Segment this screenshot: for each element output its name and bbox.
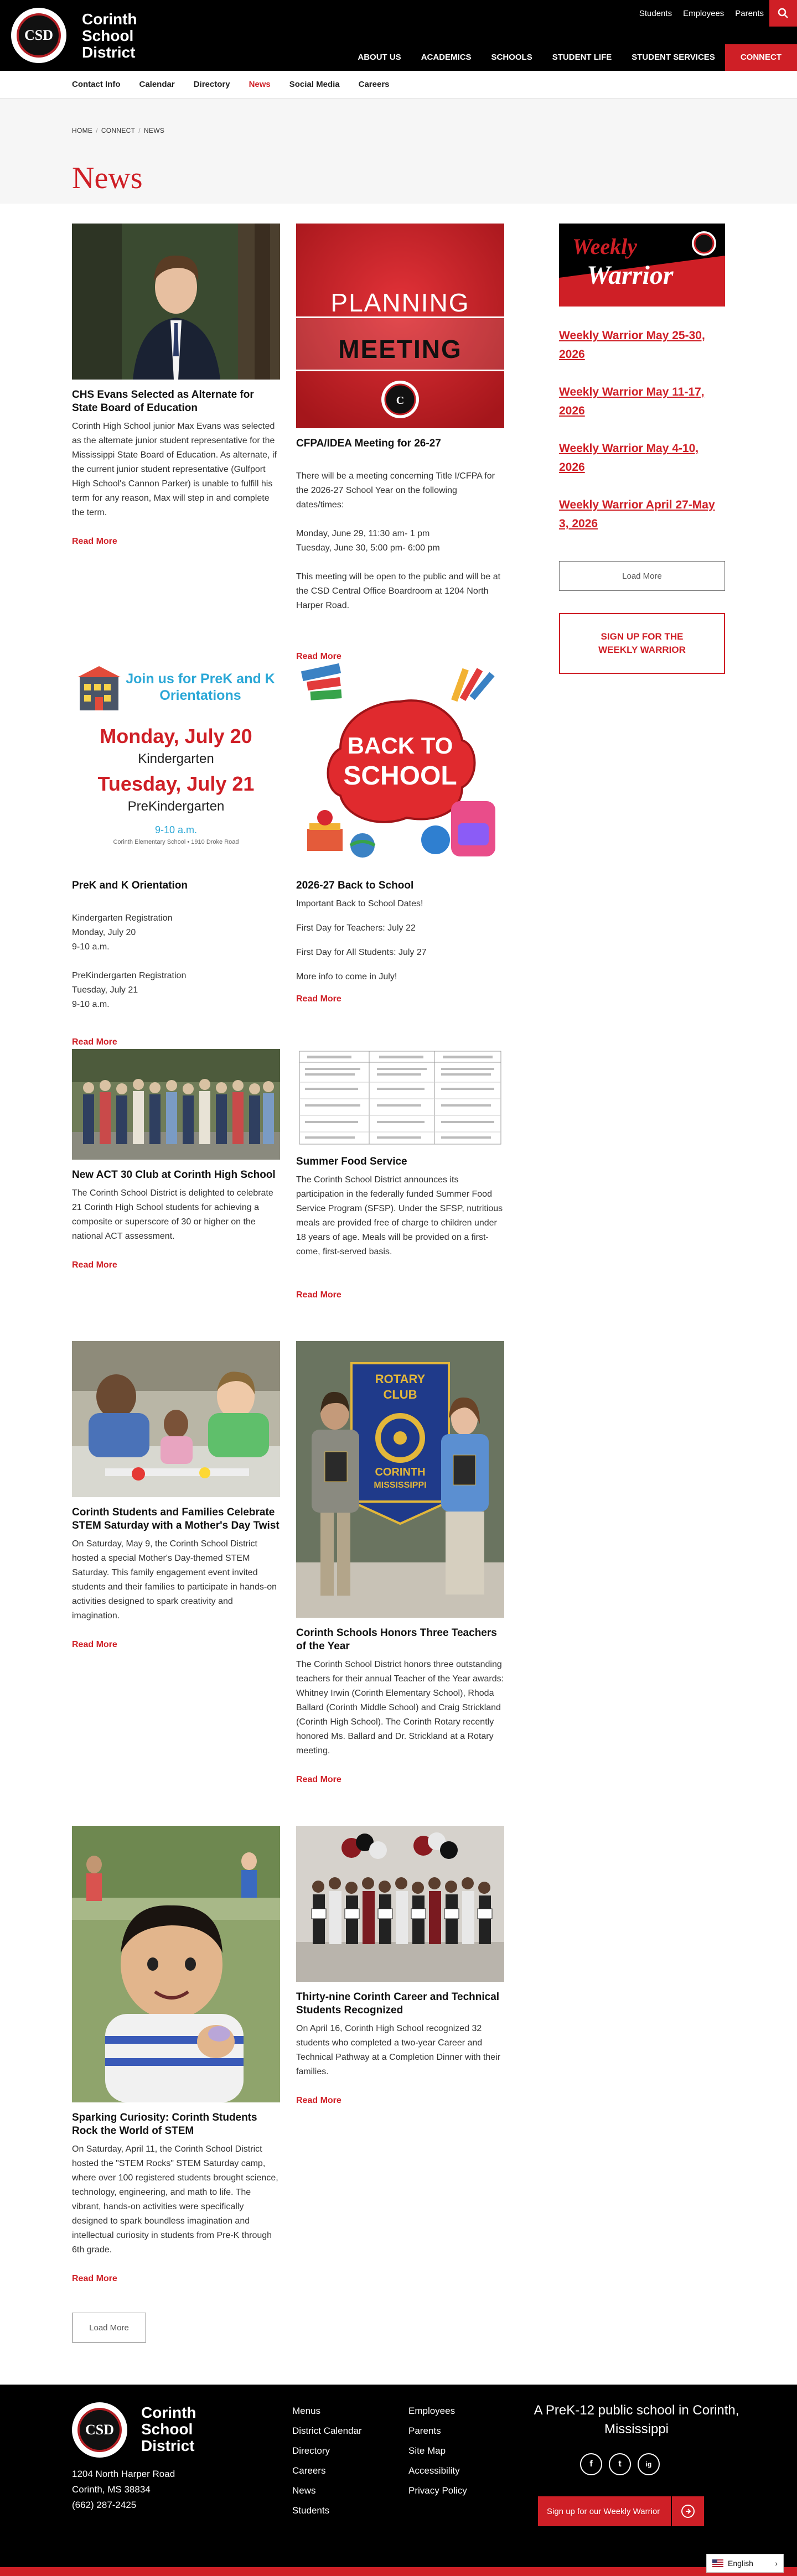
article-title[interactable]: Sparking Curiosity: Corinth Students Rock the World of STEM <box>72 2112 257 2137</box>
image-text-club: CLUB <box>383 1388 417 1401</box>
image-text-rotary: ROTARY <box>375 1372 426 1386</box>
article-excerpt <box>72 2142 280 2257</box>
excerpt-paragraph: The Corinth School District announces its participation in the federally funded Summer Food Service Program (SFSP). Under the SFSP, nutritious meals are provided free of charge to children under 18 years of age. Meals will be provided on a first-come, first-served basis. <box>296 1175 503 1256</box>
excerpt-paragraph: Important Back to School Dates! <box>296 899 423 908</box>
article-title[interactable]: 2026-27 Back to School <box>296 880 414 891</box>
read-more-link[interactable]: Read More <box>296 1775 341 1784</box>
excerpt-paragraph: The Corinth School District is delighted to celebrate 21 Corinth High School students for achieving a composite or superscore of 30 or higher on the national ACT assessment. <box>72 1188 273 1241</box>
image-text-meeting: MEETING <box>338 335 462 363</box>
footer-link-privacy-policy[interactable]: Privacy Policy <box>408 2485 467 2496</box>
read-more-link[interactable]: Read More <box>72 2274 117 2283</box>
footer-links-col-2 <box>408 2401 467 2501</box>
weekly-warrior-link[interactable]: Weekly Warrior May 4-10, 2026 <box>559 442 699 474</box>
weekly-warrior-link[interactable]: Weekly Warrior April 27-May 3, 2026 <box>559 498 715 530</box>
logo-mark: CSD <box>17 13 61 58</box>
article-title[interactable]: Corinth Students and Families Celebrate STEM Saturday with a Mother's Day Twist <box>72 1507 280 1531</box>
footer-link-menus[interactable]: Menus <box>292 2406 321 2416</box>
facebook-icon[interactable]: f <box>580 2453 602 2475</box>
nav-about-us[interactable]: ABOUT US <box>358 53 401 62</box>
article-title[interactable]: PreK and K Orientation <box>72 880 188 891</box>
excerpt-paragraph: This meeting will be open to the public and will be at the CSD Central Office Boardroom at 1204 North Harper Road. <box>296 572 501 610</box>
read-more-link[interactable]: Read More <box>72 1640 117 1649</box>
image-text-heading: Join us for PreK and K Orientations <box>126 671 275 703</box>
breadcrumb: HOME / CONNECT / NEWS <box>72 127 165 134</box>
search-button[interactable] <box>769 0 797 27</box>
image-text-label-2: PreKindergarten <box>127 799 225 814</box>
subnav-social-media[interactable]: Social Media <box>289 80 340 89</box>
footer-logo-mark: CSD <box>77 2408 122 2452</box>
site-header <box>0 0 797 71</box>
footer-link-district-calendar[interactable]: District Calendar <box>292 2426 362 2436</box>
svg-text:C: C <box>396 394 405 407</box>
footer-red-bar <box>0 2567 797 2576</box>
news-card <box>296 663 504 1004</box>
article-excerpt <box>296 455 504 627</box>
weekly-warrior-logo-word-1: Weekly <box>572 234 637 259</box>
image-text-back-to: BACK TO <box>347 733 453 759</box>
article-excerpt <box>72 1186 280 1244</box>
article-excerpt <box>72 1537 280 1623</box>
nav-schools[interactable]: SCHOOLS <box>491 53 532 62</box>
news-card <box>296 1341 504 1785</box>
excerpt-paragraph: Monday, June 29, 11:30 am- 1 pm Tuesday, June 30, 5:00 pm- 6:00 pm <box>296 529 440 553</box>
article-image[interactable] <box>72 663 280 870</box>
excerpt-paragraph: First Day for Teachers: July 22 <box>296 923 416 933</box>
breadcrumb-home[interactable]: HOME <box>72 127 93 134</box>
weekly-warrior-logo-word-2: Warrior <box>587 261 674 290</box>
footer-link-news[interactable]: News <box>292 2485 316 2496</box>
arrow-right-icon <box>671 2496 704 2526</box>
footer-link-students[interactable]: Students <box>292 2505 330 2516</box>
weekly-warrior-link[interactable]: Weekly Warrior May 25-30, 2026 <box>559 329 705 361</box>
district-name[interactable]: Corinth School District <box>82 11 137 61</box>
news-card <box>72 224 280 547</box>
footer-phone[interactable]: (662) 287-2425 <box>72 2500 137 2510</box>
utility-link-parents[interactable]: Parents <box>735 9 764 18</box>
footer-social <box>580 2453 660 2475</box>
article-image[interactable] <box>296 1826 504 1982</box>
utility-link-employees[interactable]: Employees <box>683 9 724 18</box>
excerpt-paragraph: First Day for All Students: July 27 <box>296 948 427 957</box>
news-card <box>296 1049 504 1300</box>
language-label: English <box>728 2559 753 2568</box>
image-text-date-2: Tuesday, July 21 <box>97 772 255 795</box>
article-title[interactable]: Thirty-nine Corinth Career and Technical Students Recognized <box>296 1991 500 2016</box>
footer-link-directory[interactable]: Directory <box>292 2445 330 2456</box>
article-excerpt <box>296 1658 504 1758</box>
excerpt-paragraph: The Corinth School District honors three outstanding teachers for their annual Teacher of the Year awards: Whitney Irwin (Corinth Elementary School), Rhoda Ballard (Corinth Middle School) and Craig Strickland (Corinth High School). The Corinth Rotary recently honored Ms. Ballard and Dr. Strickland at a Rotary meeting. <box>296 1660 504 1756</box>
article-image[interactable] <box>72 1826 280 2102</box>
district-logo[interactable] <box>11 8 66 63</box>
footer-signup-label: Sign up for our Weekly Warrior <box>547 2506 660 2516</box>
read-more-link[interactable]: Read More <box>296 994 341 1004</box>
footer-links-col-1 <box>292 2401 362 2521</box>
subnav-contact-info[interactable]: Contact Info <box>72 80 121 89</box>
nav-student-services[interactable]: STUDENT SERVICES <box>632 53 715 62</box>
excerpt-paragraph: On April 16, Corinth High School recognized 32 students who completed a two-year Career and Technical Pathway at a Completion Dinner with their families. <box>296 2024 501 2076</box>
news-card <box>296 1826 504 2106</box>
news-card <box>72 1049 280 1270</box>
article-title[interactable]: New ACT 30 Club at Corinth High School <box>72 1169 276 1181</box>
read-more-link[interactable]: Read More <box>72 1037 117 1047</box>
utility-link-students[interactable]: Students <box>639 9 672 18</box>
read-more-link[interactable]: Read More <box>72 537 117 546</box>
excerpt-paragraph: On Saturday, May 9, the Corinth School District hosted a special Mother's Day-themed STEM Saturday. This family engagement event invited students and their families to participate in hands-on activities designed to spark creativity and imagination. <box>72 1539 277 1621</box>
nav-academics[interactable]: ACADEMICS <box>421 53 472 62</box>
excerpt-paragraph: PreKindergarten Registration Tuesday, July 21 9-10 a.m. <box>72 971 187 1009</box>
news-card <box>72 1826 280 2284</box>
image-text-date-1: Monday, July 20 <box>100 725 252 747</box>
weekly-warrior-sidebar <box>559 224 725 674</box>
news-card <box>72 1341 280 1650</box>
footer-street: 1204 North Harper Road <box>72 2469 175 2479</box>
article-image[interactable] <box>296 1341 504 1618</box>
read-more-link[interactable]: Read More <box>296 2096 341 2105</box>
image-text-label-1: Kindergarten <box>138 751 214 766</box>
image-text-mississippi: MISSISSIPPI <box>374 1481 427 1490</box>
footer-link-parents[interactable]: Parents <box>408 2426 441 2436</box>
read-more-link[interactable]: Read More <box>296 1290 341 1300</box>
main-nav <box>348 44 797 71</box>
article-title[interactable]: CFPA/IDEA Meeting for 26-27 <box>296 438 441 449</box>
article-image[interactable] <box>72 1049 280 1160</box>
language-selector[interactable] <box>706 2554 784 2573</box>
article-image[interactable] <box>72 224 280 380</box>
read-more-link[interactable]: Read More <box>296 652 341 661</box>
image-text-corinth: CORINTH <box>375 1466 426 1478</box>
excerpt-paragraph: More info to come in July! <box>296 972 397 981</box>
article-image[interactable] <box>296 663 504 870</box>
article-excerpt <box>72 419 280 520</box>
utility-nav <box>639 6 764 22</box>
chevron-right-icon: › <box>775 2559 778 2568</box>
article-excerpt <box>296 1173 504 1259</box>
image-text-school: SCHOOL <box>343 761 457 791</box>
excerpt-paragraph: Corinth High School junior Max Evans was selected as the alternate junior student representative for the Mississippi State Board of Education. As alternate, if the current junior student representative (Gulfport High School's Cannon Parker) is unable to fulfill his term for any reason, Max will step in and complete the term. <box>72 422 277 517</box>
excerpt-paragraph: Kindergarten Registration Monday, July 20 9-10 a.m. <box>72 913 173 952</box>
subnav-news[interactable]: News <box>249 80 271 89</box>
site-footer <box>0 2385 797 2576</box>
footer-city: Corinth, MS 38834 <box>72 2484 151 2495</box>
image-text-time: 9-10 a.m. <box>154 824 198 835</box>
article-image[interactable] <box>296 224 504 428</box>
weekly-warrior-logo[interactable] <box>559 224 725 307</box>
article-title[interactable]: Summer Food Service <box>296 1156 407 1167</box>
subnav-calendar[interactable]: Calendar <box>139 80 175 89</box>
article-image[interactable] <box>72 1341 280 1497</box>
page-title: News <box>72 161 143 195</box>
weekly-warrior-signup-button[interactable]: SIGN UP FOR THE WEEKLY WARRIOR <box>559 613 725 674</box>
footer-weekly-warrior-signup[interactable] <box>538 2496 704 2526</box>
footer-link-careers[interactable]: Careers <box>292 2465 326 2476</box>
breadcrumb-connect[interactable]: CONNECT <box>101 127 136 134</box>
read-more-link[interactable]: Read More <box>72 1260 117 1270</box>
image-text-location: Corinth Elementary School • 1910 Droke Road <box>113 839 239 845</box>
section-subnav <box>0 71 797 98</box>
article-title[interactable]: CHS Evans Selected as Alternate for State Board of Education <box>72 389 254 414</box>
article-excerpt <box>296 897 504 984</box>
excerpt-paragraph: On Saturday, April 11, the Corinth School District hosted the "STEM Rocks" STEM Saturday camp, where over 100 registered students brought science, technology, engineering, and math to life. The vibrant, hands-on activities were specifically designed to spark boundless imagination and intellectual curiosity in students from Pre-K through 6th grade. <box>72 2144 278 2255</box>
twitter-icon[interactable]: t <box>609 2453 631 2475</box>
weekly-warrior-link[interactable]: Weekly Warrior May 11-17, 2026 <box>559 386 705 417</box>
news-card <box>296 224 504 662</box>
footer-district-logo[interactable] <box>72 2402 127 2458</box>
us-flag-icon <box>712 2559 723 2567</box>
footer-link-employees[interactable]: Employees <box>408 2406 456 2416</box>
news-card <box>72 663 280 1047</box>
nav-connect[interactable]: CONNECT <box>725 44 797 71</box>
footer-tagline: A PreK-12 public school in Corinth, Mississippi <box>534 2403 739 2437</box>
subnav-directory[interactable]: Directory <box>193 80 230 89</box>
subnav-careers[interactable]: Careers <box>358 80 390 89</box>
article-title[interactable]: Corinth Schools Honors Three Teachers of the Year <box>296 1627 497 1652</box>
nav-student-life[interactable]: STUDENT LIFE <box>552 53 612 62</box>
sidebar-load-more-button[interactable]: Load More <box>559 561 725 591</box>
breadcrumb-current: NEWS <box>143 127 165 134</box>
footer-link-accessibility[interactable]: Accessibility <box>408 2465 460 2476</box>
article-excerpt <box>72 897 280 1026</box>
image-text-planning: PLANNING <box>330 288 470 317</box>
footer-address <box>72 2466 175 2513</box>
excerpt-paragraph: There will be a meeting concerning Title I/CFPA for the 2026-27 School Year on the following dates/times: <box>296 471 495 510</box>
footer-link-site-map[interactable]: Site Map <box>408 2445 446 2456</box>
article-excerpt <box>296 2022 504 2079</box>
instagram-icon[interactable]: ig <box>638 2453 660 2475</box>
article-image[interactable] <box>296 1049 504 1146</box>
search-icon <box>778 8 789 19</box>
load-more-button[interactable]: Load More <box>72 2313 146 2343</box>
footer-district-name: Corinth School District <box>141 2404 196 2454</box>
